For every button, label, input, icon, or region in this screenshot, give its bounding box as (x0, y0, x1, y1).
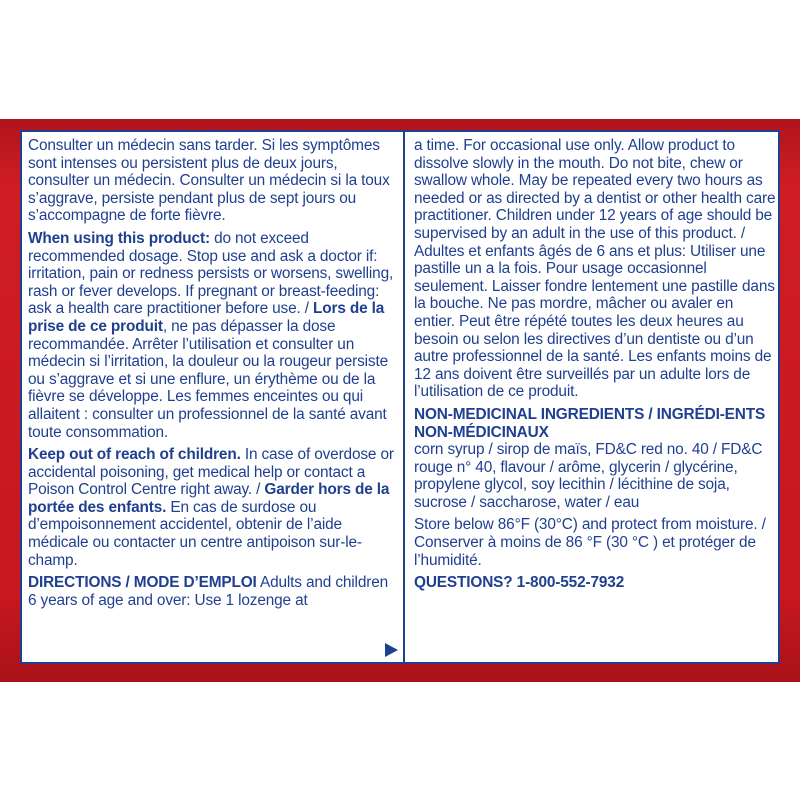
consult-paragraph: Consulter un médecin sans tarder. Si les symptômes sont intenses ou persistent plus de deux jours, consulter un médecin. Consulter un médecin si la toux s’aggrave, persiste pendant plus de sept jours ou s’accompagne de forte fièvre. (28, 137, 390, 225)
column-divider (403, 130, 405, 664)
keep-out-text-fr: En cas de surdose ou d’empoisonnement accidentel, obtenir de l’aide médicale ou contacter un centre antipoison sur-le-champ. (28, 498, 362, 569)
directions-heading: DIRECTIONS / MODE D’EMPLOI (28, 574, 257, 592)
directions-text: Adults and children 6 years of age and over: Use 1 lozenge at (28, 574, 389, 609)
right-column (414, 137, 776, 597)
continue-arrow-icon (385, 643, 398, 657)
when-using-section (28, 230, 398, 441)
keep-out-text-en: In case of overdose or accidental poisoning, get medical help or contact a Poison Control Centre right away. / (28, 446, 394, 499)
when-using-text-en: do not exceed recommended dosage. Stop use and ask a doctor if: irritation, pain or redness persists or worsens, swelling, rash or fever develops. If pregnant or breast-feeding: ask a health care practitioner before use. / (28, 229, 394, 318)
when-using-heading: When using this product: (28, 229, 210, 247)
when-using-text-fr: , ne pas dépasser la dose recommandée. Arrêter l’utilisation et consulter un médecin si l’irritation, la douleur ou la rougeur persiste ou s’aggrave et si une enflure, un érythème ou de la fièvre se développe. Les femmes enceintes ou qui allaitent : consulter un professionnel de la santé avant toute consommation. (28, 317, 389, 441)
questions-phone: QUESTIONS? 1-800-552-7932 (414, 574, 625, 592)
directions-section (28, 574, 398, 609)
storage-text: Store below 86°F (30°C) and protect from moisture. / Conserver à moins de 86 °F (30 °C ) et protéger de l’humidité. (414, 516, 766, 569)
ingredients-text: corn syrup / sirop de maïs, FD&C red no. 40 / FD&C rouge n° 40, flavour / arôme, glycerin / glycérine, propylene glycol, soy lecithin / lécithine de soja, sucrose / saccharose, water / eau (414, 441, 763, 511)
left-column (28, 137, 398, 614)
keep-out-section (28, 446, 398, 569)
questions-section (414, 574, 776, 592)
keep-out-heading: Keep out of reach of children. (28, 446, 241, 464)
keep-out-heading-fr: Garder hors de la portée des enfants. (28, 481, 390, 516)
when-using-heading-fr: Lors de la prise de ce produit (28, 300, 385, 335)
directions-continued: a time. For occasional use only. Allow product to dissolve slowly in the mouth. Do not bite, chew or swallow whole. May be repeated every two hours as needed or as directed by a dentist or other health care practitioner. Children under 12 years of age should be supervised by an adult in the use of this product. / Adultes et enfants âgés de 6 ans et plus: Utiliser une pastille un a la fois. Pour usage occasionnel seulement. Laisser fondre lentement une pastille dans la bouche. Ne pas mordre, mâcher ou avaler en entier. Peut être répété toutes les deux heures au besoin ou selon les directives d’un dentiste ou d’un autre professionnel de la santé. Les enfants moins de 12 ans doivent être surveillés par un adulte lors de l’utilisation de ce produit. (414, 137, 776, 401)
ingredients-section (414, 406, 776, 441)
ingredients-heading: NON-MEDICINAL INGREDIENTS / INGRÉDI-ENTS NON-MÉDICINAUX (414, 405, 766, 441)
